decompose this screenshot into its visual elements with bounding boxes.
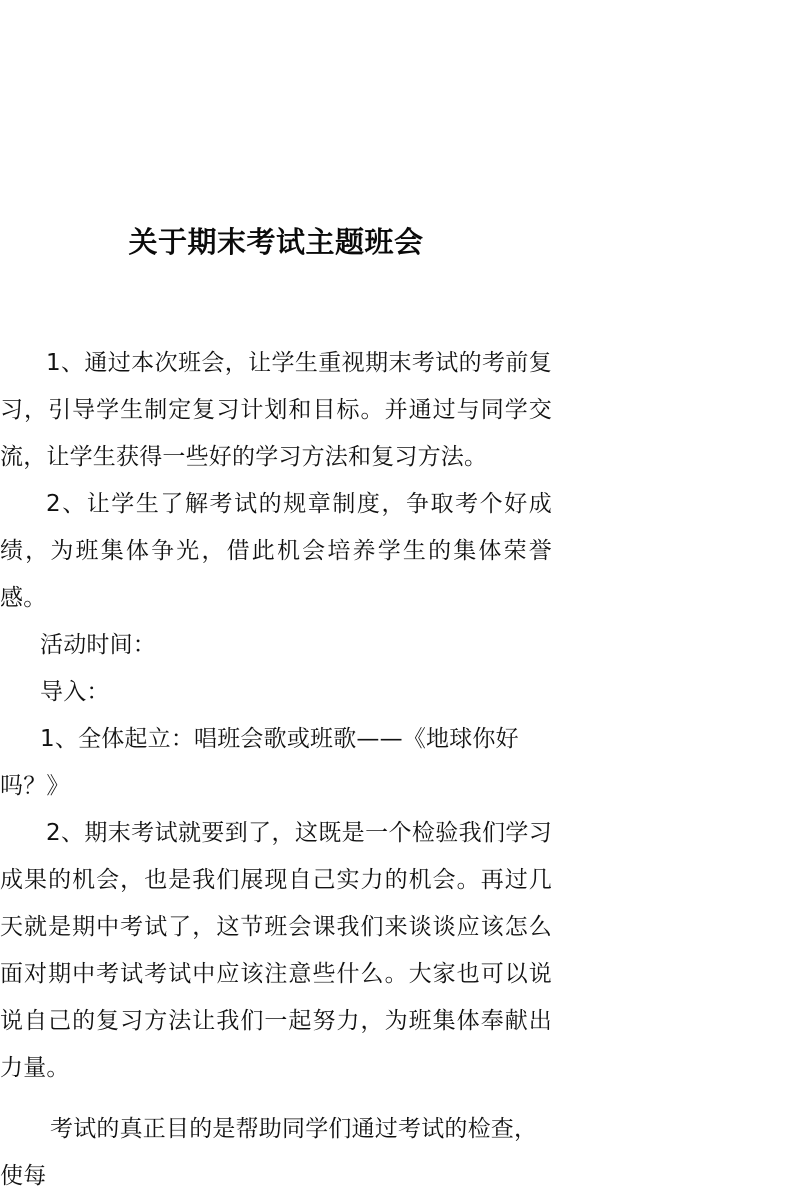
document-body <box>0 340 552 1200</box>
page-title: 关于期末考试主题班会 <box>128 225 424 259</box>
paragraph-objective-1: 1、通过本次班会，让学生重视期末考试的考前复习，引导学生制定复习计划和目标。并通过与同学交流，让学生获得一些好的学习方法和复习方法。 <box>0 350 552 470</box>
paragraph-objective-2: 2、让学生了解考试的规章制度，争取考个好成绩，为班集体争光，借此机会培养学生的集体荣誉感。 <box>0 491 552 611</box>
paragraph-closing-partial: 考试的真正目的是帮助同学们通过考试的检查，使每 <box>0 1116 538 1189</box>
label-activity-time: 活动时间： <box>40 632 156 658</box>
label-introduction: 导入： <box>40 679 110 705</box>
paragraph-step-2: 2、期末考试就要到了，这既是一个检验我们学习成果的机会，也是我们展现自己实力的机会。再过几天就是期中考试了，这节班会课我们来谈谈应该怎么面对期中考试考试中应该注意些什么。大家也可以说说自己的复习方法让我们一起努力，为班集体奉献出力量。 <box>0 820 552 1081</box>
paragraph-step-1: 1、全体起立：唱班会歌或班歌——《地球你好吗？》 <box>0 726 519 799</box>
